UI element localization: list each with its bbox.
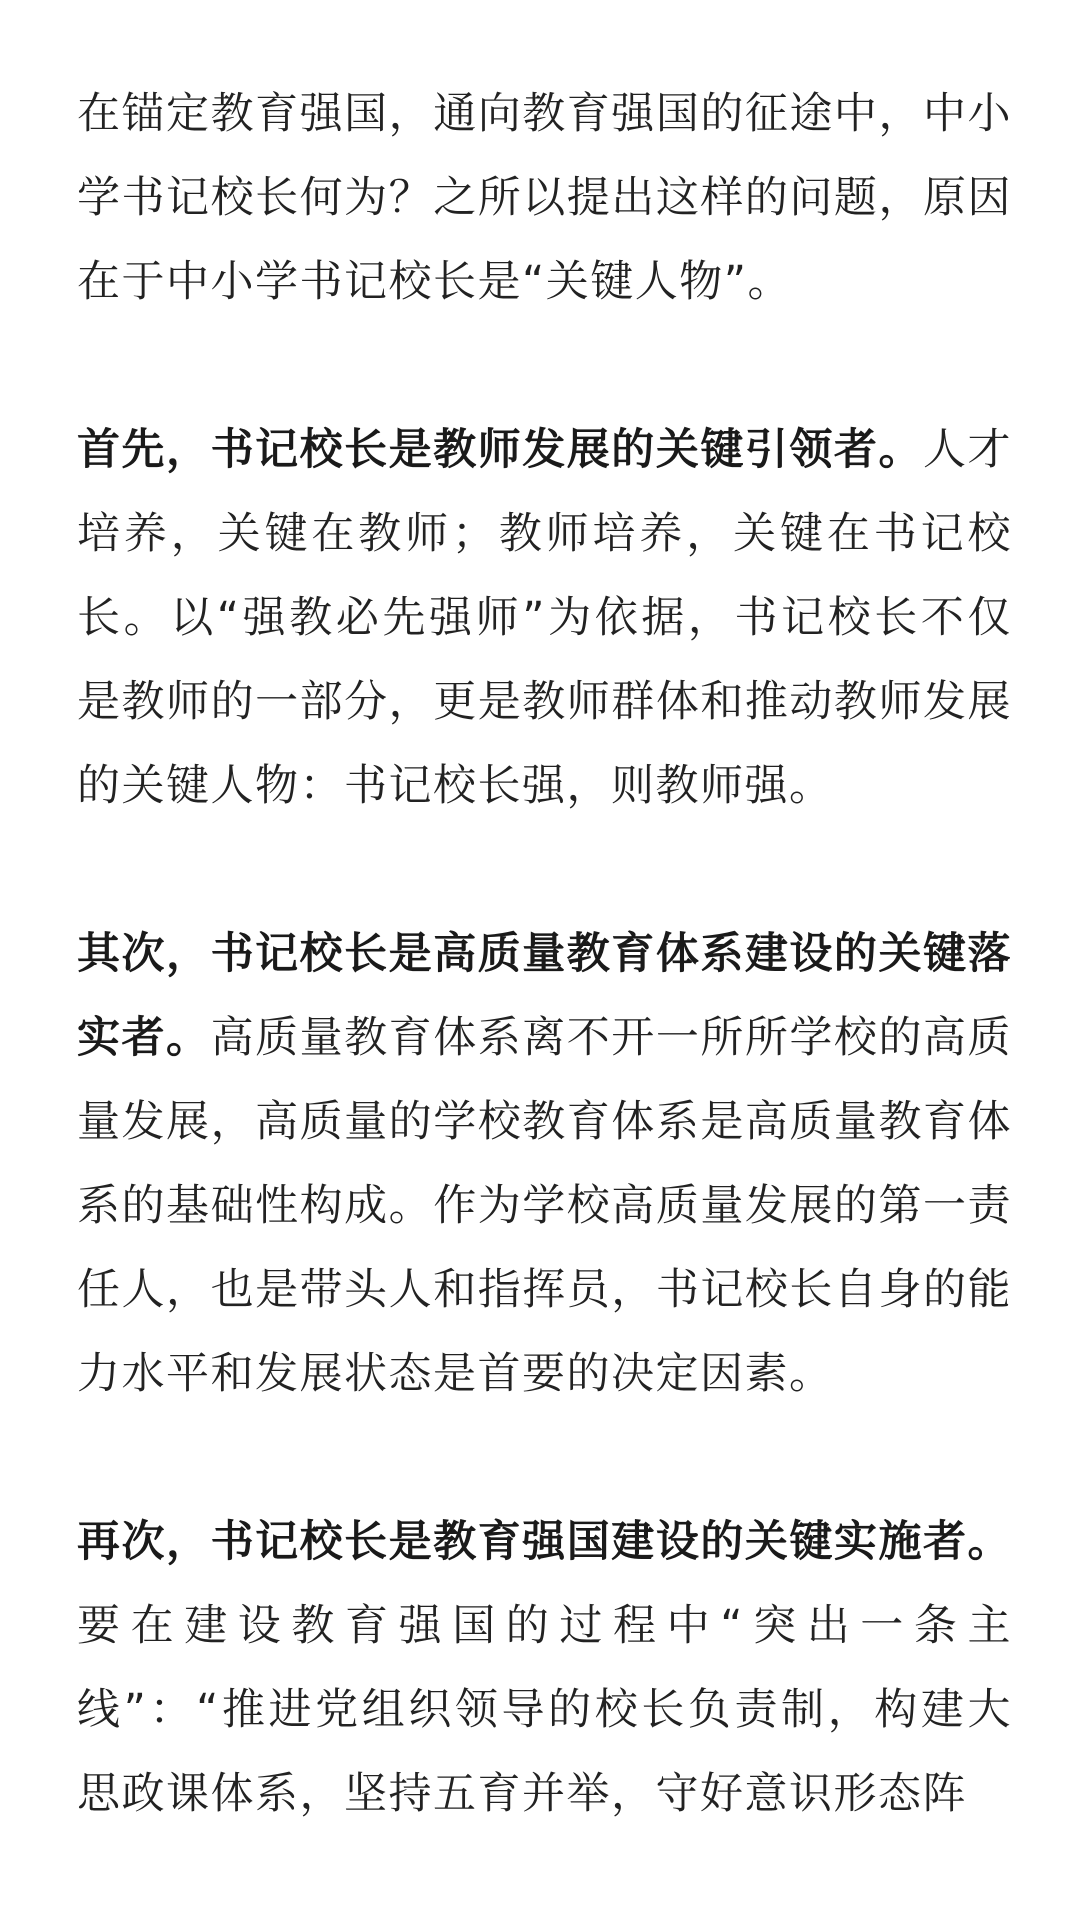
paragraph-text: 在锚定教育强国，通向教育强国的征途中，中小学书记校长何为？之所以提出这样的问题，原因在于中小学书记校长是“关键人物”。 [77,89,1012,307]
paragraph-lead: 首先，书记校长是教师发展的关键引领者。 [77,425,923,475]
paragraph-first [77,408,1012,828]
paragraph-text: 高质量教育体系离不开一所所学校的高质量发展，高质量的学校教育体系是高质量教育体系的基础性构成。作为学校高质量发展的第一责任人，也是带头人和指挥员，书记校长自身的能力水平和发展状态是首要的决定因素。 [77,1013,1013,1399]
paragraph-lead: 再次，书记校长是教育强国建设的关键实施者。 [77,1517,1012,1567]
paragraph-intro [77,72,1012,324]
paragraph-text: 要在建设教育强国的过程中“突出一条主线”：“推进党组织领导的校长负责制，构建大思政课体系，坚持五育并举，守好意识形态阵 [77,1601,1012,1819]
paragraph-lead: 其次，书记校长是高质量教育体系建设的关键落实者。 [77,929,1012,1063]
paragraph-text: 人才培养，关键在教师；教师培养，关键在书记校长。以“强教必先强师”为依据，书记校长不仅是教师的一部分，更是教师群体和推动教师发展的关键人物：书记校长强，则教师强。 [77,425,1013,811]
article-body [77,72,1012,1920]
paragraph-third [77,1500,1012,1836]
paragraph-second [77,912,1012,1416]
